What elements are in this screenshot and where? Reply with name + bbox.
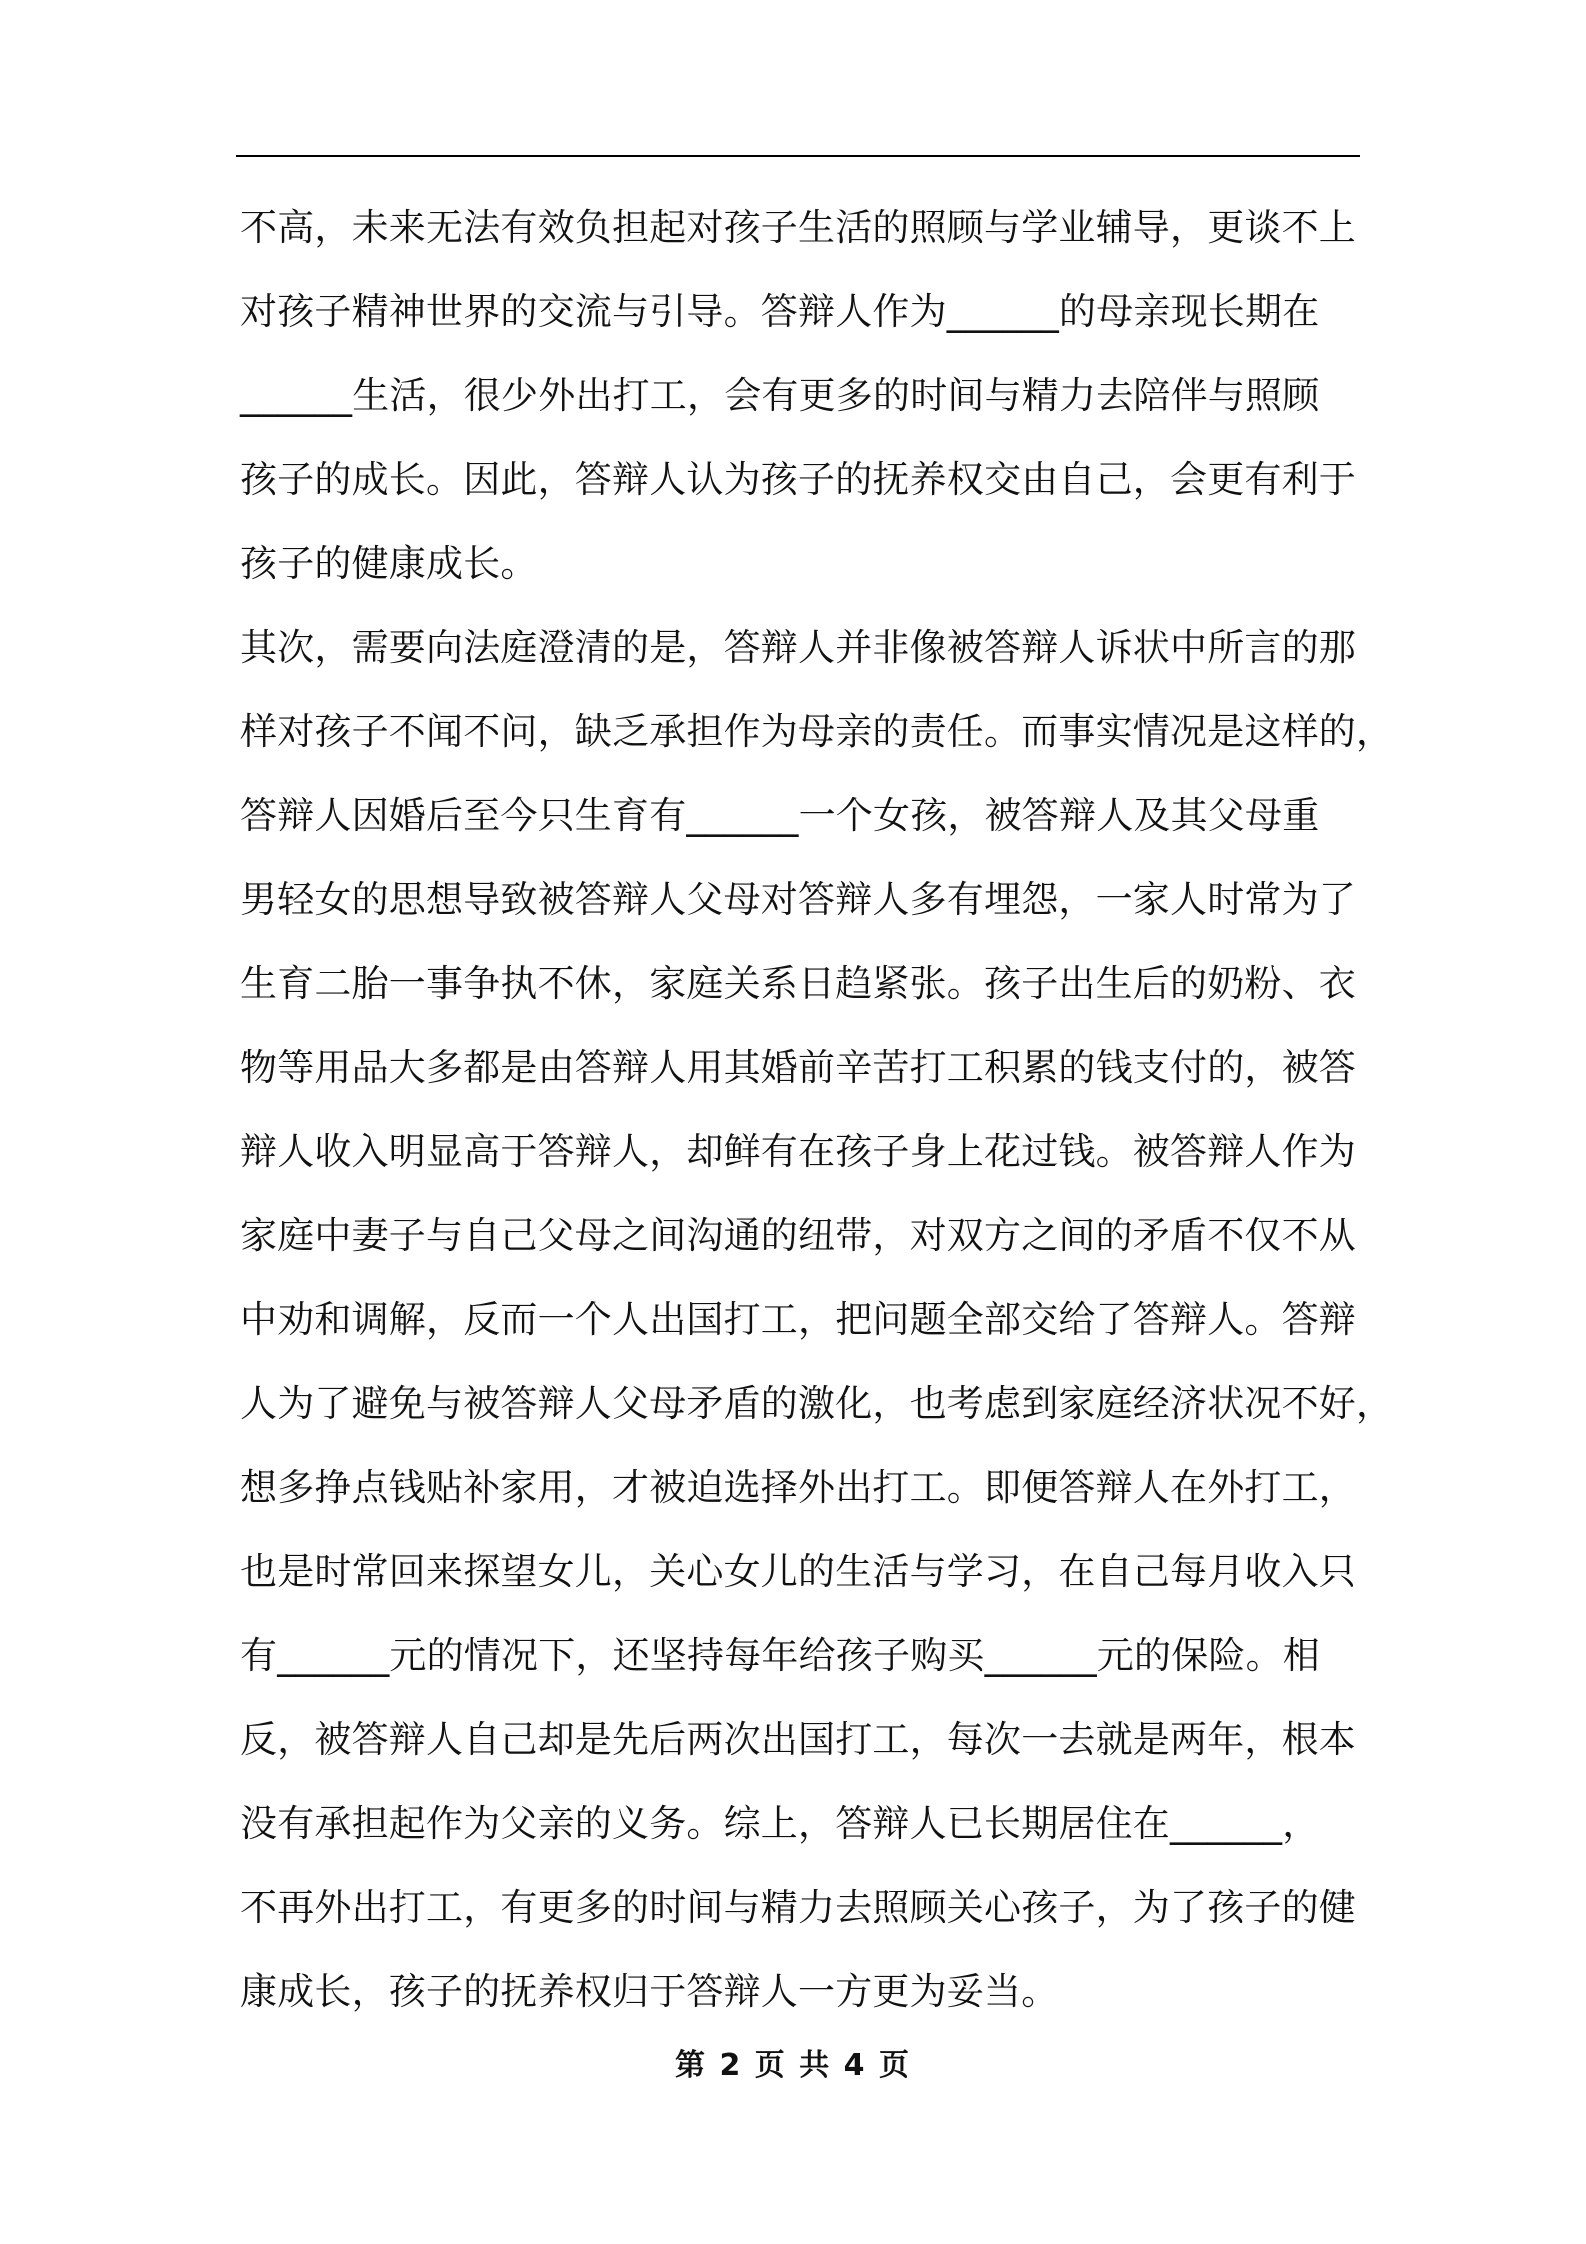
text-line: 生育二胎一事争执不休，家庭关系日趋紧张。孩子出生后的奶粉、衣 <box>240 962 1356 1005</box>
text-line: 也是时常回来探望女儿，关心女儿的生活与学习，在自己每月收入只 <box>240 1550 1356 1593</box>
text-line: 答辩人因婚后至今只生育有______一个女孩，被答辩人及其父母重 <box>240 794 1320 837</box>
document-body <box>240 186 1394 2034</box>
text-line: 不再外出打工，有更多的时间与精力去照顾关心孩子，为了孩子的健 <box>240 1886 1356 1929</box>
text-line: 样对孩子不闻不问，缺乏承担作为母亲的责任。而事实情况是这样的， <box>240 710 1394 753</box>
text-line: 其次，需要向法庭澄清的是，答辩人并非像被答辩人诉状中所言的那 <box>240 626 1356 669</box>
text-line: 想多挣点钱贴补家用，才被迫选择外出打工。即便答辩人在外打工， <box>240 1466 1356 1509</box>
text-line: 反，被答辩人自己却是先后两次出国打工，每次一去就是两年，根本 <box>240 1718 1356 1761</box>
text-line: 对孩子精神世界的交流与引导。答辩人作为______的母亲现长期在 <box>240 290 1320 333</box>
text-line: 孩子的健康成长。 <box>240 542 538 585</box>
text-line: ______生活，很少外出打工，会有更多的时间与精力去陪伴与照顾 <box>240 374 1320 417</box>
page-number: 第 2 页 共 4 页 <box>675 2048 911 2083</box>
text-line: 物等用品大多都是由答辩人用其婚前辛苦打工积累的钱支付的，被答 <box>240 1046 1356 1089</box>
text-line: 有______元的情况下，还坚持每年给孩子购买______元的保险。相 <box>240 1634 1320 1677</box>
text-line: 没有承担起作为父亲的义务。综上，答辩人已长期居住在______， <box>240 1802 1320 1845</box>
text-line: 康成长，孩子的抚养权归于答辩人一方更为妥当。 <box>240 1970 1059 2013</box>
text-line: 孩子的成长。因此，答辩人认为孩子的抚养权交由自己，会更有利于 <box>240 458 1356 501</box>
text-line: 辩人收入明显高于答辩人，却鲜有在孩子身上花过钱。被答辩人作为 <box>240 1130 1356 1173</box>
text-line: 男轻女的思想导致被答辩人父母对答辩人多有埋怨，一家人时常为了 <box>240 878 1356 921</box>
text-line: 家庭中妻子与自己父母之间沟通的纽带，对双方之间的矛盾不仅不从 <box>240 1214 1356 1257</box>
header-rule <box>236 155 1360 157</box>
text-line: 中劝和调解，反而一个人出国打工，把问题全部交给了答辩人。答辩 <box>240 1298 1356 1341</box>
text-line: 人为了避免与被答辩人父母矛盾的激化，也考虑到家庭经济状况不好， <box>240 1382 1394 1425</box>
text-line: 不高，未来无法有效负担起对孩子生活的照顾与学业辅导，更谈不上 <box>240 206 1356 249</box>
